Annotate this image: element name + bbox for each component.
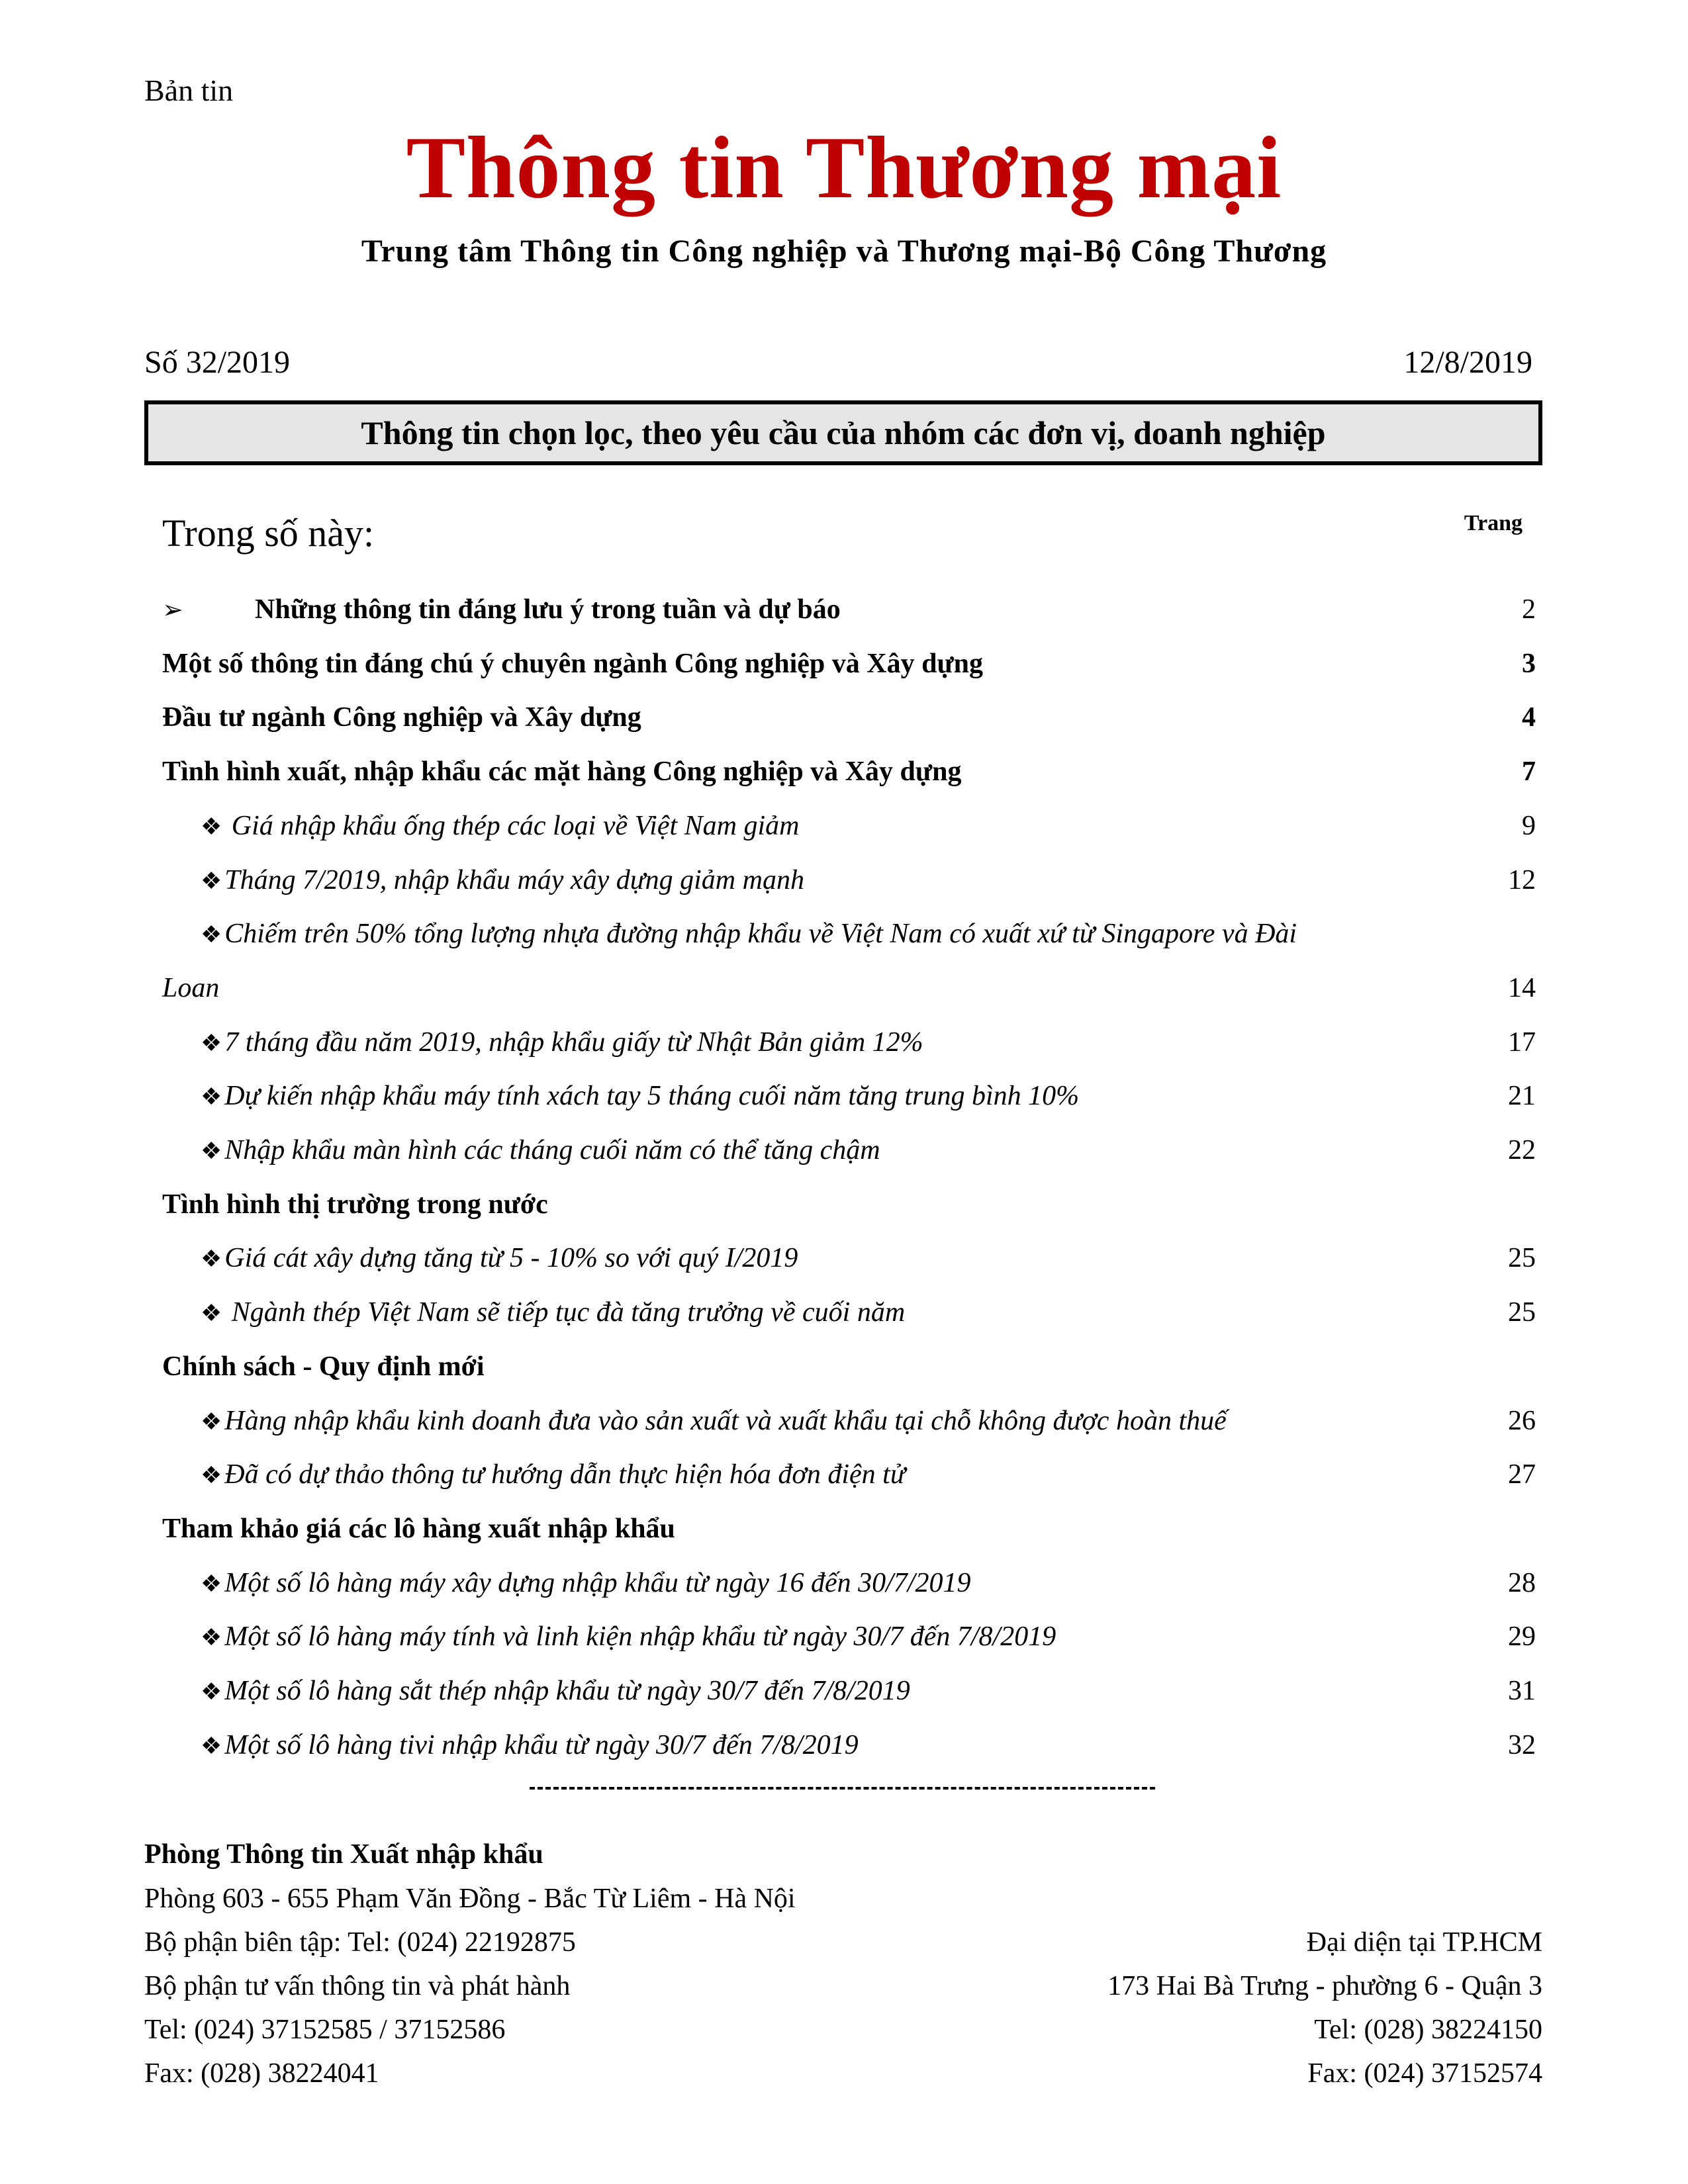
diamond-cluster-icon: ❖ — [201, 813, 222, 840]
toc-page-number: 25 — [1508, 1297, 1536, 1328]
toc-entry-title — [162, 745, 961, 799]
toc-entry-title — [201, 1394, 1227, 1449]
toc-entry-row[interactable] — [162, 907, 1536, 961]
toc-entry-title — [201, 1610, 1056, 1664]
office-fax: Fax: (028) 38224041 — [144, 2058, 379, 2089]
diamond-cluster-icon: ❖ — [201, 1408, 222, 1435]
office-name: Phòng Thông tin Xuất nhập khẩu — [144, 1839, 543, 1870]
toc-entry-text: Tình hình thị trường trong nước — [162, 1189, 548, 1220]
diamond-cluster-icon: ❖ — [201, 1570, 222, 1597]
toc-entry-title — [162, 961, 219, 1015]
diamond-cluster-icon: ❖ — [201, 1462, 222, 1489]
publisher-subtitle: Trung tâm Thông tin Công nghiệp và Thương mại-Bộ Công Thương — [361, 234, 1327, 269]
toc-entry-title — [201, 1285, 905, 1340]
toc-entry-text: Đầu tư ngành Công nghiệp và Xây dựng — [162, 702, 641, 733]
diamond-cluster-icon: ❖ — [201, 1732, 222, 1759]
hcm-tel: Tel: (028) 38224150 — [1314, 2015, 1542, 2045]
banner-box — [144, 400, 1542, 465]
toc-entry-title — [201, 1556, 970, 1611]
bulletin-label: Bản tin — [144, 73, 234, 107]
toc-section-row[interactable] — [162, 1502, 1536, 1556]
arrowhead-right-icon: ➢ — [162, 596, 183, 624]
toc-section-row[interactable] — [162, 745, 1536, 799]
toc-page-number: 29 — [1508, 1621, 1536, 1653]
toc-entry-title — [201, 1718, 859, 1773]
office-address: Phòng 603 - 655 Phạm Văn Đồng - Bắc Từ Liêm - Hà Nội — [144, 1884, 796, 1914]
toc-entry-text: Một số lô hàng sắt thép nhập khẩu từ ngày 30/7 đến 7/8/2019 — [224, 1676, 910, 1706]
toc-entry-text: Một số thông tin đáng chú ý chuyên ngành Công nghiệp và Xây dựng — [162, 648, 984, 679]
diamond-cluster-icon: ❖ — [201, 1246, 222, 1273]
toc-section-row[interactable] — [162, 637, 1536, 691]
toc-page-number: 3 — [1522, 648, 1536, 679]
toc-entry-text: Loan — [162, 972, 220, 1003]
toc-entry-row[interactable] — [162, 1123, 1536, 1177]
hcm-office-title: Đại diện tại TP.HCM — [1306, 1927, 1542, 1958]
hcm-fax: Fax: (024) 37152574 — [1307, 2058, 1542, 2089]
toc-entry-text: Dự kiến nhập khẩu máy tính xách tay 5 tháng cuối năm tăng trung bình 10% — [224, 1081, 1080, 1112]
toc-entry-text: 7 tháng đầu năm 2019, nhập khẩu giấy từ Nhật Bản giảm 12% — [224, 1026, 923, 1058]
toc-page-number: 27 — [1508, 1459, 1536, 1490]
toc-heading: Trong số này: — [162, 512, 375, 555]
toc-page-number: 26 — [1508, 1405, 1536, 1436]
toc-entry-row[interactable] — [162, 1556, 1536, 1610]
toc-entry-title — [201, 1069, 1079, 1124]
toc-entry-row[interactable] — [162, 1285, 1536, 1340]
toc-page-number: 12 — [1508, 864, 1536, 895]
toc-entry-title — [162, 1340, 485, 1394]
toc-page-number: 7 — [1522, 756, 1536, 788]
toc-page-number: 4 — [1522, 702, 1536, 733]
toc-entry-text: Một số lô hàng máy xây dựng nhập khẩu từ ngày 16 đến 30/7/2019 — [224, 1567, 971, 1598]
toc-entry-title — [201, 907, 1297, 962]
toc-entry-row[interactable] — [162, 1231, 1536, 1285]
diamond-cluster-icon: ❖ — [201, 1678, 222, 1705]
toc-entry-text: Tình hình xuất, nhập khẩu các mặt hàng Công nghiệp và Xây dựng — [162, 756, 962, 788]
issue-number: Số 32/2019 — [144, 345, 291, 380]
toc-section-row[interactable] — [162, 690, 1536, 745]
toc-entry-title — [201, 799, 800, 854]
toc-entry-text: Đã có dự thảo thông tư hướng dẫn thực hiện hóa đơn điện tử — [224, 1459, 906, 1490]
toc-entry-title — [201, 1015, 923, 1070]
toc-page-number: 28 — [1508, 1567, 1536, 1598]
toc-entry-text: Những thông tin đáng lưu ý trong tuần và dự báo — [255, 594, 841, 625]
toc-entry-title — [162, 582, 841, 637]
toc-entry-row[interactable] — [162, 1664, 1536, 1718]
toc-page-number: 2 — [1522, 594, 1536, 625]
toc-entry-text: Một số lô hàng tivi nhập khẩu từ ngày 30/7 đến 7/8/2019 — [224, 1729, 859, 1760]
toc-page-number: 31 — [1508, 1676, 1536, 1706]
toc-page-number: 22 — [1508, 1135, 1536, 1165]
toc-page-number: 17 — [1508, 1026, 1536, 1058]
toc-entry-row[interactable] — [162, 1069, 1536, 1123]
toc-page-number: 25 — [1508, 1243, 1536, 1274]
toc-entry-row[interactable] — [162, 1015, 1536, 1069]
toc-page-number: 32 — [1508, 1729, 1536, 1760]
issue-date: 12/8/2019 — [1403, 345, 1532, 380]
toc-entry-title — [201, 1231, 798, 1286]
diamond-cluster-icon: ❖ — [201, 1300, 222, 1327]
diamond-cluster-icon: ❖ — [201, 867, 222, 894]
office-tel: Tel: (024) 37152585 / 37152586 — [144, 2015, 506, 2045]
toc-entry-text: Một số lô hàng máy tính và linh kiện nhập khẩu từ ngày 30/7 đến 7/8/2019 — [224, 1621, 1056, 1653]
toc-section-row[interactable] — [162, 582, 1536, 637]
toc-page-number: 21 — [1508, 1081, 1536, 1112]
banner-text: Thông tin chọn lọc, theo yêu cầu của nhóm các đơn vị, doanh nghiệp — [361, 414, 1326, 451]
toc-entry-row[interactable] — [162, 1394, 1536, 1448]
toc-entry-row[interactable] — [162, 1447, 1536, 1502]
diamond-cluster-icon: ❖ — [201, 1083, 222, 1111]
toc-entry-title — [162, 1177, 548, 1232]
toc-entry-title — [201, 1664, 910, 1719]
toc-entry-row[interactable] — [162, 853, 1536, 907]
toc-page-number: 9 — [1522, 810, 1536, 841]
toc-entry-row[interactable] — [162, 1610, 1536, 1664]
toc-entry-title — [162, 690, 641, 745]
toc-entry-title — [201, 1123, 880, 1178]
dashed-separator — [530, 1787, 1155, 1790]
toc-section-row[interactable] — [162, 1177, 1536, 1232]
diamond-cluster-icon: ❖ — [201, 1029, 222, 1056]
toc-entry-text: Chính sách - Quy định mới — [162, 1351, 485, 1382]
toc-entry-text: Giá nhập khẩu ống thép các loại về Việt Nam giảm — [224, 810, 800, 841]
toc-entry-title — [201, 1447, 906, 1502]
page-column-label: Trang — [1464, 511, 1523, 535]
hcm-address: 173 Hai Bà Trưng - phường 6 - Quận 3 — [1107, 1971, 1542, 2001]
diamond-cluster-icon: ❖ — [201, 921, 222, 948]
toc-entry-text: Tháng 7/2019, nhập khẩu máy xây dựng giảm mạnh — [224, 864, 804, 895]
toc-entry-text: Chiếm trên 50% tổng lượng nhựa đường nhập khẩu về Việt Nam có xuất xứ từ Singapore và Đài — [224, 919, 1297, 950]
toc-entry-text: Hàng nhập khẩu kinh doanh đưa vào sản xuất và xuất khẩu tại chỗ không được hoàn thuế — [224, 1405, 1227, 1436]
diamond-cluster-icon: ❖ — [201, 1624, 222, 1651]
toc-entry-row[interactable] — [162, 799, 1536, 853]
toc-entry-text: Nhập khẩu màn hình các tháng cuối năm có thể tăng chậm — [224, 1135, 880, 1165]
toc-entry-title — [201, 853, 804, 908]
masthead-title: Thông tin Thương mại — [406, 118, 1282, 216]
editorial-contact: Bộ phận biên tập: Tel: (024) 22192875 — [144, 1927, 576, 1958]
toc-entry-text: Ngành thép Việt Nam sẽ tiếp tục đà tăng trưởng về cuối năm — [224, 1297, 906, 1328]
toc-entry-row[interactable] — [162, 1718, 1536, 1772]
toc-entry-text: Giá cát xây dựng tăng từ 5 - 10% so với quý I/2019 — [224, 1243, 798, 1274]
toc-entry-title — [162, 1502, 675, 1556]
toc-entry-title — [162, 637, 983, 691]
toc-section-row[interactable] — [162, 1340, 1536, 1394]
consulting-dept: Bộ phận tư vấn thông tin và phát hành — [144, 1971, 571, 2001]
toc-entry-row[interactable] — [162, 961, 1536, 1015]
toc-page-number: 14 — [1508, 972, 1536, 1003]
toc-entry-text: Tham khảo giá các lô hàng xuất nhập khẩu — [162, 1513, 675, 1544]
diamond-cluster-icon: ❖ — [201, 1138, 222, 1164]
